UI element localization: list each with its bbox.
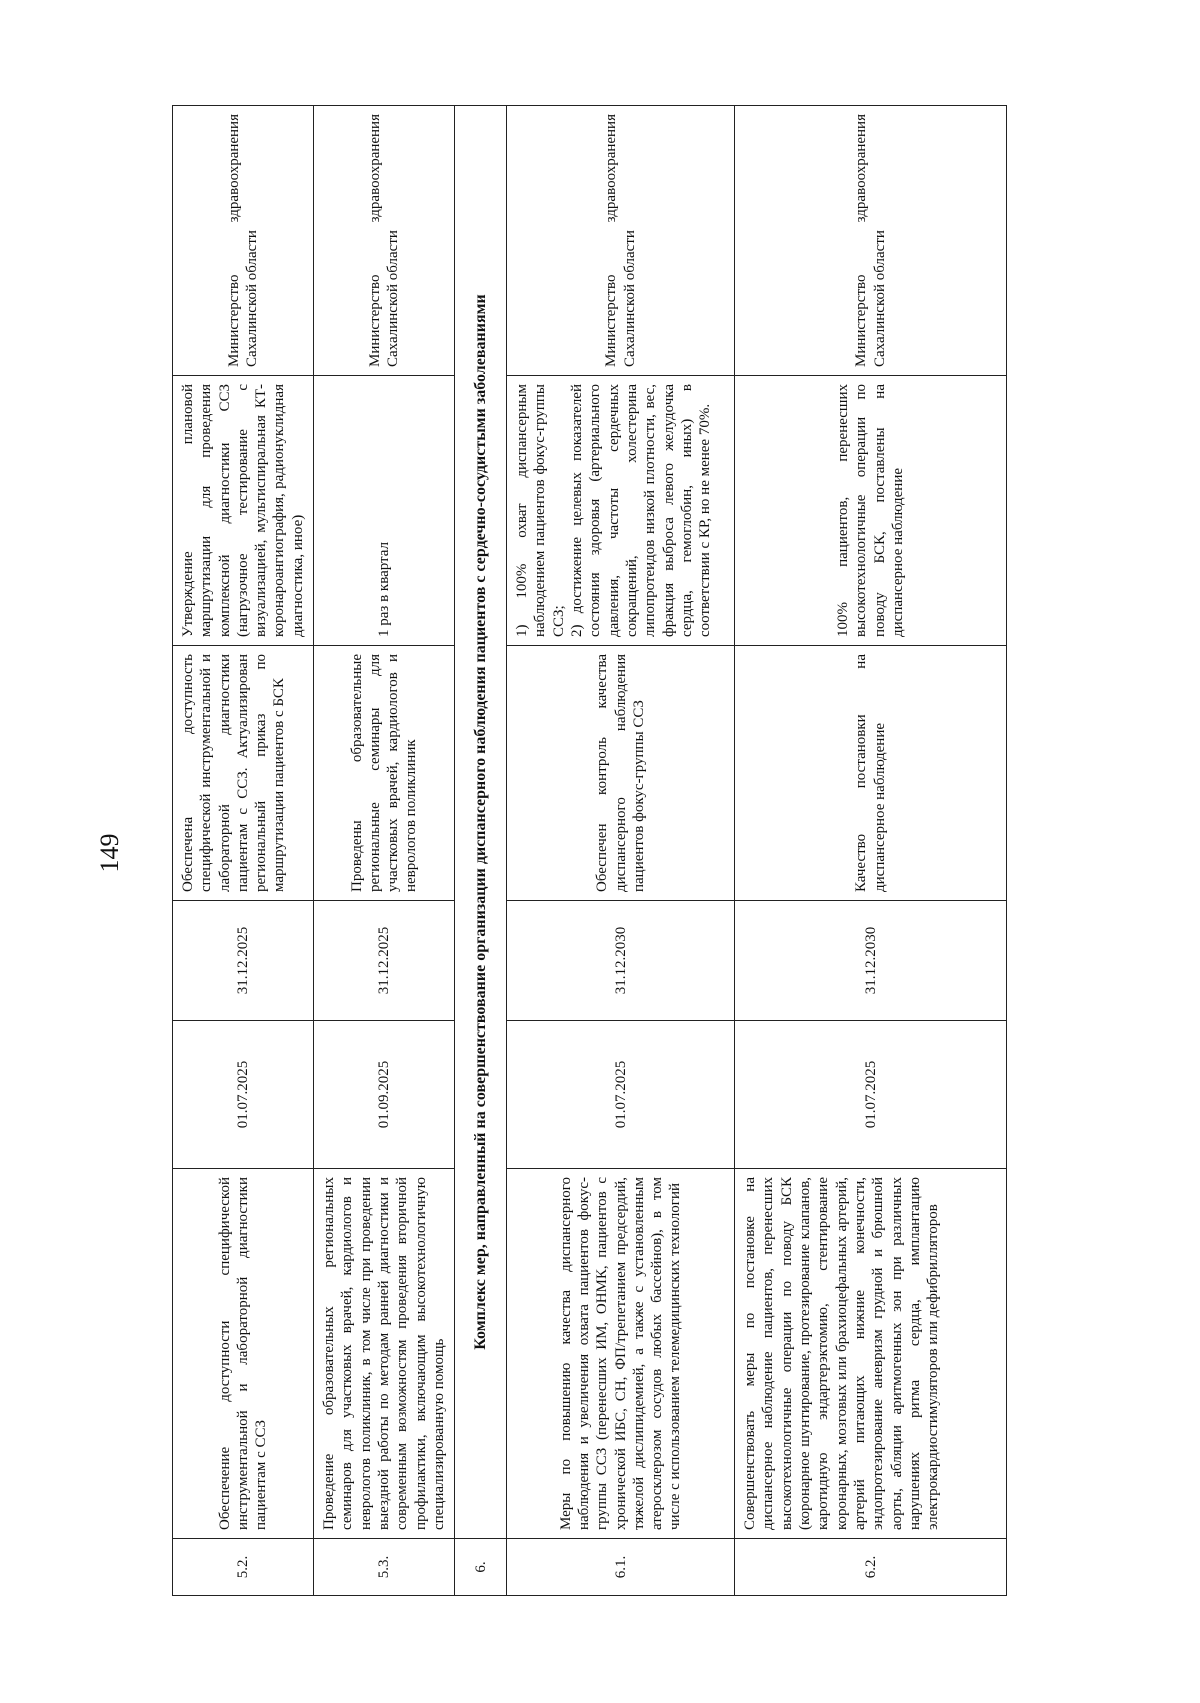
start-date-cell: 01.07.2025 [735,1021,1007,1169]
plan-table [172,105,1007,1596]
result-cell: Обеспечен контроль качества диспансерного наблюдения пациентов фокус-группы ССЗ [507,646,735,901]
responsible-cell: Министерство здравоохранения Сахалинской области [314,106,455,376]
row-number: 6.2. [735,1539,1007,1596]
row-number: 5.2. [173,1539,314,1596]
result-cell: Проведены образовательные региональные семинары для участковых врачей, кардиологов и неврологов поликлиник [314,646,455,901]
end-date-cell: 31.12.2030 [507,901,735,1021]
table-row [735,106,1007,1596]
rotated-table-container [172,106,998,1596]
table-row [314,106,455,1596]
indicator-cell [507,376,735,646]
row-number: 5.3. [314,1539,455,1596]
row-number: 6.1. [507,1539,735,1596]
activity-cell: Обеспечение доступности специфической инструментальной и лабораторной диагностики пациентам с ССЗ [173,1169,314,1539]
indicator-line: 2) достижение целевых показателей состояния здоровья (артериального давления, частоты сердечных сокращений, холестерина липопротеидов низкой плотности, вес, фракция выброса левого желудочка сердца, гемоглобин, иных) в соответствии с КР, но не менее 70%. [569,384,714,637]
start-date-cell: 01.07.2025 [173,1021,314,1169]
section-row [455,106,507,1596]
section-title: Комплекс мер, направленный на совершенствование организации диспансерного наблюдения пациентов с сердечно-сосудистыми заболеваниями [455,106,507,1539]
result-cell: Качество постановки на диспансерное наблюдение [735,646,1007,901]
section-number: 6. [455,1539,507,1596]
responsible-cell: Министерство здравоохранения Сахалинской области [735,106,1007,376]
indicator-cell: Утверждение плановой маршрутизации для проведения комплексной диагностики ССЗ (нагрузочное тестирование с визуализацией, мультиспиральная КТ-коронароангиография, радионуклидная диагностика, иное) [173,376,314,646]
indicator-line: 1) 100% охват диспансерным наблюдением пациентов фокус-группы ССЗ; [514,384,567,637]
table-row [173,106,314,1596]
responsible-cell: Министерство здравоохранения Сахалинской области [507,106,735,376]
indicator-cell: 100% пациентов, перенесших высокотехнологичные операции по поводу БСК, поставлены на диспансерное наблюдение [735,376,1007,646]
activity-cell: Меры по повышению качества диспансерного наблюдения и увеличения охвата пациентов фокус-группы ССЗ (перенесших ИМ, ОНМК, пациентов с хронической ИБС, СН, ФП/трепетанием предсердий, тяжелой дислипидемией, а также с установленным атеросклерозом сосудов любых бассейнов), в том числе с использованием телемедицинских технологий [507,1169,735,1539]
activity-cell: Проведение образовательных региональных семинаров для участковых врачей, кардиологов и неврологов поликлиник, в том числе при проведении выездной работы по методам ранней диагностики и современным возможностям проведения вторичной профилактики, включающим высокотехнологичную специализированную помощь [314,1169,455,1539]
start-date-cell: 01.09.2025 [314,1021,455,1169]
start-date-cell: 01.07.2025 [507,1021,735,1169]
end-date-cell: 31.12.2025 [314,901,455,1021]
end-date-cell: 31.12.2030 [735,901,1007,1021]
indicator-cell: 1 раз в квартал [314,376,455,646]
activity-cell: Совершенствовать меры по постановке на диспансерное наблюдение пациентов, перенесших высокотехнологичные операции по поводу БСК (коронарное шунтирование, протезирование клапанов, каротидную эндартерэктомию, стентирование коронарных, мозговых или брахиоцефальных артерий, артерий питающих нижние конечности, эндопротезирование аневризм грудной и брюшной аорты, абляции аритмогенных зон при различных нарушениях ритма сердца, имплантацию электрокардиостимуляторов или дефибрилляторов [735,1169,1007,1539]
result-cell: Обеспечена доступность специфической инструментальной и лабораторной диагностики пациентам с ССЗ. Актуализирован региональный приказ по маршрутизации пациентов с БСК [173,646,314,901]
page-number: 149 [95,833,124,873]
responsible-cell: Министерство здравоохранения Сахалинской области [173,106,314,376]
end-date-cell: 31.12.2025 [173,901,314,1021]
table-row [507,106,735,1596]
